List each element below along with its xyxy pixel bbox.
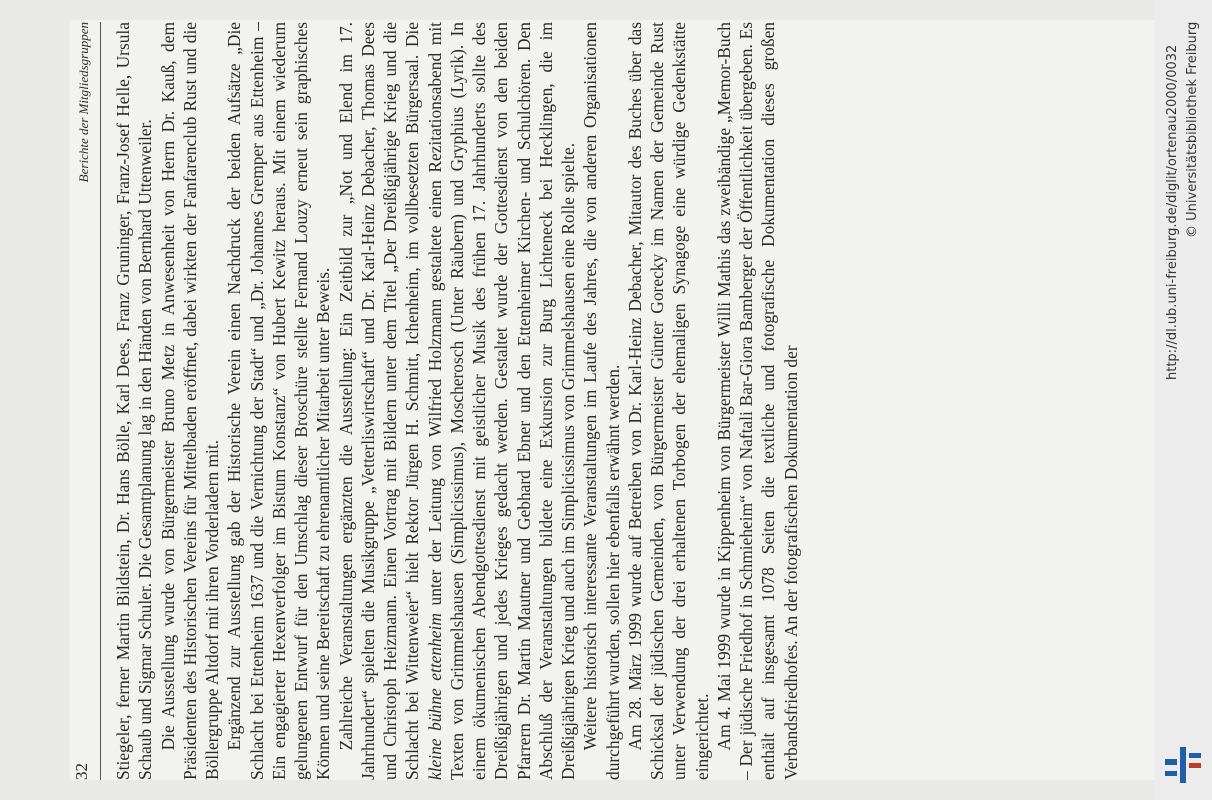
logo-bar (1165, 759, 1177, 765)
paragraph: Stiegeler, ferner Martin Bildstein, Dr. Hans Bölle, Karl Dees, Franz Gruninger, Franz-Josef Helle, Ursula Schaub und Sigmar Schuler. Die Gesamtplanung lag in den Händen von Bernhard Uttenweiler. (113, 22, 156, 780)
paragraph: Am 4. Mai 1999 wurde in Kippenheim von Bürgermeister Willi Mathis das zweibändige „Memor-Buch – Der jüdische Friedhof in Schmieheim“ von Naftali Bar-Giora Bamberger der Öffentlichkeit übergeben. Es enthält auf insgesamt 1078 Seiten die textliche und fotografische Dokumentation dieses großen Verbandsfriedhofes. An der fotografischen Dokumentation der (713, 22, 801, 780)
paragraph (335, 22, 580, 780)
paragraph: Weitere historisch interessante Veranstaltungen im Laufe des Jahres, die von anderen Organisationen durchgeführt wurden, sollen hier ebenfalls erwähnt werden. (580, 22, 623, 780)
logo-bar (1165, 771, 1177, 776)
repository-sidebar (1155, 0, 1212, 800)
page-number: 32 (72, 763, 91, 780)
sidebar-text (1155, 0, 1212, 800)
source-url-link[interactable]: http://dl.ub.uni-freiburg.de/diglit/ortenau2000/0032 (1165, 44, 1180, 380)
logo-bar (1189, 753, 1201, 758)
logo-bar (1180, 747, 1186, 783)
paragraph: Am 28. März 1999 wurde auf Betreiben von Dr. Karl-Heinz Debacher, Mitautor des Buches über das Schicksal der jüdischen Gemeinden, von Bürgermeister Günter Gorecky im Namen der Gemeinde Rust unter Verwendung der drei erhaltenen Torbogen der ehemaligen Synagoge eine würdige Gedenkstätte eingerichtet. (624, 22, 712, 780)
running-head: Berichte der Mitgliedsgruppen (76, 22, 91, 183)
paragraph-text: Zahlreiche Veranstaltungen ergänzten die Ausstellung: Ein Zeitbild zur „Not und Elend im 17. Jahrhundert“ spielten die Musikgruppe „Vetterliswirtschaft“ und Dr. Karl-Heinz Debacher, Thomas Dees und Christoph Heizmann. Einen Vortrag mit Bildern unter dem Titel „Der Dreißigjährige Krieg und die Schlacht bei Wittenweier“ hielt Rektor Jürgen H. Schmitt, Ichenheim, im vollbesetzten Bürgersaal. Die (335, 22, 423, 780)
library-logo-icon (1163, 745, 1203, 785)
italic-group-name: kleine bühne ettenheim (424, 613, 445, 780)
rotated-page-content (70, 20, 1155, 780)
copyright-notice: © Universitätsbibliothek Freiburg (1185, 21, 1200, 238)
paragraph: Ergänzend zur Ausstellung gab der Historische Verein einen Nachdruck der beiden Aufsätze „Die Schlacht bei Ettenheim 1637 und die Vernichtung der Stadt“ und „Dr. Johannes Gremper aus Ettenheim – Ein engagierter Hexenverfolger im Bistum Konstanz“ von Hubert Kewitz heraus. Mit einem wiederum gelungenen Entwurf für den Umschlag dieser Broschüre stellte Fernand Louzy erneut sein graphisches Können und seine Bereitschaft zu ehrenamtlicher Mitarbeit unter Beweis. (224, 22, 334, 780)
page-header (70, 22, 101, 780)
body-text (112, 22, 802, 780)
paragraph: Die Ausstellung wurde von Bürgermeister Bruno Metz in Anwesenheit von Herrn Dr. Kauß, dem Präsidenten des Historischen Vereins für Mittelbaden eröffnet, dabei wirkten der Fanfarenclub Rust und die Böllergruppe Altdorf mit ihren Vorderladern mit. (157, 22, 222, 780)
logo-bar (1189, 763, 1201, 768)
paragraph-text: unter der Leitung von Wilfried Holzmann gestaltete einen Rezitationsabend mit Texten von Grimmelshausen (Simplicissimus), Moscherosch (Unter Räubern) und Gryphius (Lyrik). In einem ökumenischen Abendgottesdienst mit geistlicher Musik des frühen 17. Jahrhunderts sollte des Dreißigjährigen und jedes Krieges gedacht werden. Gestaltet wurde der Gottesdienst von den beiden Pfarrern Dr. Martin Mautner und Gebhard Ebner und den Ettenheimer Kirchen- und Schulchören. Den Abschluß der Veranstaltungen bildete eine Exkursion zur Burg Lichteneck bei Hecklingen, die im Dreißigjährigen Krieg und auch im Simplicissimus von Grimmelshausen eine Rolle spielte. (424, 22, 578, 780)
